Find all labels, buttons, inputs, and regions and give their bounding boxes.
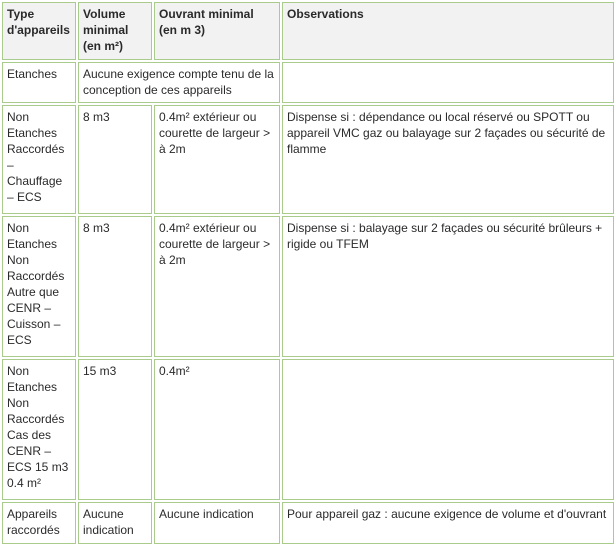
cell-ouvrant: Aucune indication <box>154 502 280 544</box>
cell-volume: 8 m3 <box>78 105 152 214</box>
header-ouvrant: Ouvrant minimal (en m 3) <box>154 2 280 60</box>
cell-type: Appareils raccordés <box>2 502 76 544</box>
cell-type: Non Etanches Non Raccordés Cas des CENR – ECS 15 m3 0.4 m² <box>2 359 76 500</box>
cell-observations: Dispense si : balayage sur 2 façades ou sécurité brûleurs + rigide ou TFEM <box>282 216 614 357</box>
table-row <box>2 502 614 544</box>
table-row <box>2 105 614 214</box>
cell-observations <box>282 359 614 500</box>
cell-volume: Aucune indication <box>78 502 152 544</box>
cell-type: Non Etanches Non Raccordés Autre que CENR – Cuisson – ECS <box>2 216 76 357</box>
table-row <box>2 216 614 357</box>
cell-observations: Dispense si : dépendance ou local réservé ou SPOTT ou appareil VMC gaz ou balayage sur 2 façades ou sécurité de flamme <box>282 105 614 214</box>
cell-observations <box>282 62 614 103</box>
cell-observations: Pour appareil gaz : aucune exigence de volume et d'ouvrant <box>282 502 614 544</box>
cell-type: Non Etanches Raccordés – Chauffage – ECS <box>2 105 76 214</box>
cell-ouvrant: 0.4m² <box>154 359 280 500</box>
cell-merged: Aucune exigence compte tenu de la conception de ces appareils <box>78 62 280 103</box>
header-observations: Observations <box>282 2 614 60</box>
cell-ouvrant: 0.4m² extérieur ou courette de largeur > à 2m <box>154 216 280 357</box>
cell-volume: 8 m3 <box>78 216 152 357</box>
cell-type: Etanches <box>2 62 76 103</box>
header-row <box>2 2 614 60</box>
table-row <box>2 359 614 500</box>
header-type: Type d'appareils <box>2 2 76 60</box>
cell-ouvrant: 0.4m² extérieur ou courette de largeur > à 2m <box>154 105 280 214</box>
table-row <box>2 62 614 103</box>
cell-volume: 15 m3 <box>78 359 152 500</box>
header-volume: Volume minimal (en m²) <box>78 2 152 60</box>
